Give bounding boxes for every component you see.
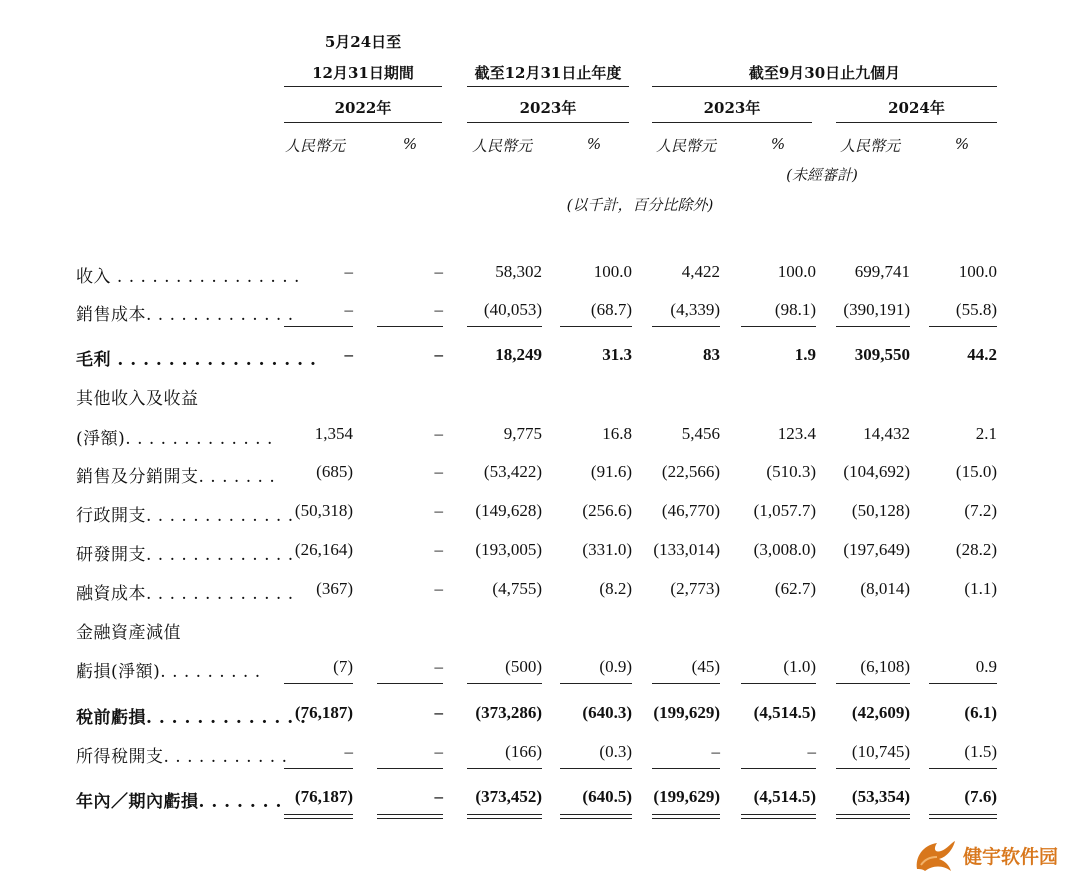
subtotal-rule [652, 768, 720, 769]
col-2024-9m-pct: (1.1) [964, 579, 997, 598]
watermark [911, 835, 1058, 875]
rmb-label-2: 人民幣元 [471, 137, 532, 155]
subtotal-rule [467, 326, 542, 327]
col-2023-pct: (256.6) [582, 501, 632, 520]
subtotal-rule [560, 326, 632, 327]
col-2022-rmb: (685) [316, 462, 353, 481]
col-2023-rmb: (193,005) [475, 540, 542, 559]
col-2022-pct: – [434, 501, 443, 520]
total-double-rule [377, 818, 443, 819]
subtotal-rule [377, 326, 443, 327]
col-2022-pct: – [434, 540, 443, 559]
col-2024-9m-rmb: (42,609) [851, 703, 910, 722]
pct-label-4: % [954, 135, 970, 153]
rule-nine-months [652, 86, 997, 87]
year-2023: 2023年 [519, 99, 577, 117]
row-label: (淨額). . . . . . . . . . . . . [76, 429, 273, 449]
col-2023-9m-pct: (98.1) [774, 300, 816, 319]
col-2023-rmb: 18,249 [495, 345, 542, 364]
rmb-label-1: 人民幣元 [284, 137, 345, 155]
rule-year-2022 [284, 122, 442, 123]
col-2022-pct: – [434, 424, 443, 443]
col-2023-pct: (640.5) [582, 787, 632, 806]
total-double-rule [741, 818, 816, 819]
col-2023-9m-rmb: (199,629) [653, 787, 720, 806]
col-2024-9m-rmb: (197,649) [843, 540, 910, 559]
header-2022-line1: 5月24日至 [324, 33, 402, 51]
row-label: 銷售成本. . . . . . . . . . . . . [76, 305, 294, 325]
subtotal-rule [467, 683, 542, 684]
col-2022-rmb: – [344, 742, 353, 761]
col-2024-9m-rmb: (50,128) [851, 501, 910, 520]
col-2023-9m-rmb: – [711, 742, 720, 761]
subtotal-rule [377, 768, 443, 769]
col-2023-pct: (8.2) [599, 579, 632, 598]
col-2024-9m-pct: (15.0) [955, 462, 997, 481]
col-2023-rmb: (149,628) [475, 501, 542, 520]
col-2023-pct: 100.0 [593, 262, 632, 281]
total-double-rule [836, 814, 910, 815]
rmb-label-3: 人民幣元 [655, 137, 716, 155]
col-2022-rmb: (26,164) [294, 540, 353, 559]
subtotal-rule [741, 683, 816, 684]
subtotal-rule [929, 768, 997, 769]
subtotal-rule [467, 768, 542, 769]
row-label: 金融資產減值 [76, 623, 181, 643]
col-2024-9m-pct: (7.2) [964, 501, 997, 520]
subtotal-rule [560, 768, 632, 769]
col-2022-pct: – [434, 787, 443, 806]
year-2023-nine: 2023年 [703, 99, 761, 117]
col-2024-9m-rmb: 309,550 [854, 345, 910, 364]
col-2023-9m-rmb: (22,566) [661, 462, 720, 481]
col-2023-9m-pct: (510.3) [766, 462, 816, 481]
row-label: 研發開支. . . . . . . . . . . . . [76, 545, 294, 565]
col-2023-pct: (0.9) [599, 657, 632, 676]
col-2023-9m-rmb: (46,770) [661, 501, 720, 520]
col-2022-rmb: (76,187) [294, 703, 353, 722]
total-double-rule [560, 818, 632, 819]
row-label: 年內／期內虧損. . . . . . . [76, 792, 282, 812]
header-nine-months-title: 截至9月30日止九個月 [748, 64, 901, 82]
col-2022-rmb: – [344, 345, 353, 364]
col-2024-9m-rmb: (104,692) [843, 462, 910, 481]
total-double-rule [377, 814, 443, 815]
col-2022-pct: – [434, 579, 443, 598]
total-double-rule [467, 814, 542, 815]
col-2024-9m-pct: 44.2 [967, 345, 997, 364]
year-2022: 2022年 [334, 99, 392, 117]
total-double-rule [652, 814, 720, 815]
col-2023-rmb: (40,053) [483, 300, 542, 319]
col-2023-pct: 16.8 [602, 424, 632, 443]
col-2023-rmb: 58,302 [495, 262, 542, 281]
col-2022-pct: – [434, 262, 443, 281]
col-2022-pct: – [434, 742, 443, 761]
col-2023-9m-rmb: (199,629) [653, 703, 720, 722]
total-double-rule [467, 818, 542, 819]
col-2023-rmb: (166) [505, 742, 542, 761]
col-2024-9m-pct: (1.5) [964, 742, 997, 761]
col-2023-9m-pct: (4,514.5) [753, 703, 816, 722]
unit-note: (以千計，百分比除外) [566, 196, 714, 214]
row-label: 融資成本. . . . . . . . . . . . . [76, 584, 294, 604]
col-2023-9m-pct: 123.4 [777, 424, 816, 443]
col-2023-9m-pct: (1,057.7) [753, 501, 816, 520]
total-double-rule [836, 818, 910, 819]
col-2022-pct: – [434, 657, 443, 676]
subtotal-rule [836, 768, 910, 769]
total-double-rule [652, 818, 720, 819]
row-label: 其他收入及收益 [76, 389, 199, 409]
col-2023-9m-rmb: 4,422 [681, 262, 720, 281]
total-double-rule [929, 814, 997, 815]
col-2024-9m-rmb: (390,191) [843, 300, 910, 319]
col-2023-rmb: (500) [505, 657, 542, 676]
row-label: 收入 . . . . . . . . . . . . . . . . [76, 267, 300, 287]
col-2022-pct: – [434, 703, 443, 722]
header-fy-title: 截至12月31日止年度 [474, 64, 622, 82]
unaudited-note: (未經審計) [786, 166, 858, 184]
total-double-rule [929, 818, 997, 819]
subtotal-rule [284, 683, 353, 684]
subtotal-rule [377, 683, 443, 684]
subtotal-rule [741, 768, 816, 769]
subtotal-rule [929, 326, 997, 327]
col-2022-pct: – [434, 462, 443, 481]
phoenix-logo-icon [911, 835, 959, 875]
col-2023-9m-pct: 100.0 [777, 262, 816, 281]
subtotal-rule [836, 683, 910, 684]
col-2024-9m-rmb: (53,354) [851, 787, 910, 806]
pct-label-3: % [770, 135, 786, 153]
col-2022-rmb: – [344, 262, 353, 281]
row-label: 虧損(淨額). . . . . . . . . [76, 662, 261, 682]
row-label: 所得稅開支. . . . . . . . . . . [76, 747, 288, 767]
col-2023-9m-rmb: 83 [703, 345, 720, 364]
total-double-rule [284, 818, 353, 819]
col-2024-9m-pct: (7.6) [964, 787, 997, 806]
col-2023-9m-pct: (3,008.0) [753, 540, 816, 559]
rule-year-2023 [467, 122, 629, 123]
col-2023-rmb: (373,286) [475, 703, 542, 722]
subtotal-rule [652, 326, 720, 327]
row-label: 銷售及分銷開支. . . . . . . [76, 467, 276, 487]
subtotal-rule [929, 683, 997, 684]
col-2023-9m-pct: (4,514.5) [753, 787, 816, 806]
col-2024-9m-rmb: (8,014) [860, 579, 910, 598]
rule-2022 [284, 86, 442, 87]
watermark-text: 健宇软件园 [962, 845, 1058, 868]
col-2022-rmb: – [344, 300, 353, 319]
subtotal-rule [560, 683, 632, 684]
col-2023-9m-rmb: (133,014) [653, 540, 720, 559]
total-double-rule [560, 814, 632, 815]
subtotal-rule [652, 683, 720, 684]
col-2023-pct: (91.6) [590, 462, 632, 481]
col-2024-9m-pct: (28.2) [955, 540, 997, 559]
col-2024-9m-pct: 2.1 [975, 424, 997, 443]
col-2023-pct: (0.3) [599, 742, 632, 761]
col-2023-rmb: (4,755) [492, 579, 542, 598]
col-2023-rmb: (373,452) [475, 787, 542, 806]
col-2022-rmb: (50,318) [294, 501, 353, 520]
col-2023-9m-pct: – [807, 742, 816, 761]
col-2023-pct: (331.0) [582, 540, 632, 559]
col-2023-9m-pct: (1.0) [783, 657, 816, 676]
rule-fy [467, 86, 629, 87]
rule-year-2023-nine [652, 122, 812, 123]
col-2023-pct: 31.3 [602, 345, 632, 364]
col-2022-pct: – [434, 300, 443, 319]
row-label: 稅前虧損. . . . . . . . . . . . . [76, 708, 307, 728]
header-2022-line2: 12月31日期間 [312, 64, 414, 82]
col-2024-9m-rmb: (6,108) [860, 657, 910, 676]
col-2023-9m-pct: (62.7) [774, 579, 816, 598]
total-double-rule [741, 814, 816, 815]
col-2023-9m-rmb: (4,339) [670, 300, 720, 319]
col-2022-rmb: (367) [316, 579, 353, 598]
col-2023-rmb: 9,775 [503, 424, 542, 443]
col-2022-rmb: (76,187) [294, 787, 353, 806]
pct-label-2: % [586, 135, 602, 153]
subtotal-rule [284, 326, 353, 327]
rule-year-2024 [836, 122, 997, 123]
col-2022-rmb: (7) [333, 657, 353, 676]
col-2024-9m-pct: 0.9 [975, 657, 997, 676]
rmb-label-4: 人民幣元 [839, 137, 900, 155]
year-2024-nine: 2024年 [888, 99, 945, 117]
total-double-rule [284, 814, 353, 815]
col-2023-pct: (68.7) [590, 300, 632, 319]
col-2022-rmb: 1,354 [314, 424, 353, 443]
col-2024-9m-pct: 100.0 [958, 262, 997, 281]
col-2023-pct: (640.3) [582, 703, 632, 722]
subtotal-rule [284, 768, 353, 769]
row-label: 行政開支. . . . . . . . . . . . . [76, 506, 294, 526]
col-2023-9m-pct: 1.9 [794, 345, 816, 364]
col-2024-9m-rmb: 14,432 [863, 424, 910, 443]
col-2024-9m-pct: (6.1) [964, 703, 997, 722]
col-2024-9m-rmb: 699,741 [854, 262, 910, 281]
col-2024-9m-pct: (55.8) [955, 300, 997, 319]
col-2022-pct: – [434, 345, 443, 364]
col-2023-9m-rmb: 5,456 [681, 424, 720, 443]
subtotal-rule [741, 326, 816, 327]
col-2024-9m-rmb: (10,745) [851, 742, 910, 761]
pct-label-1: % [402, 135, 418, 153]
col-2023-rmb: (53,422) [483, 462, 542, 481]
col-2023-9m-rmb: (45) [691, 657, 720, 676]
row-label: 毛利 . . . . . . . . . . . . . . . . [76, 350, 317, 370]
col-2023-9m-rmb: (2,773) [670, 579, 720, 598]
subtotal-rule [836, 326, 910, 327]
